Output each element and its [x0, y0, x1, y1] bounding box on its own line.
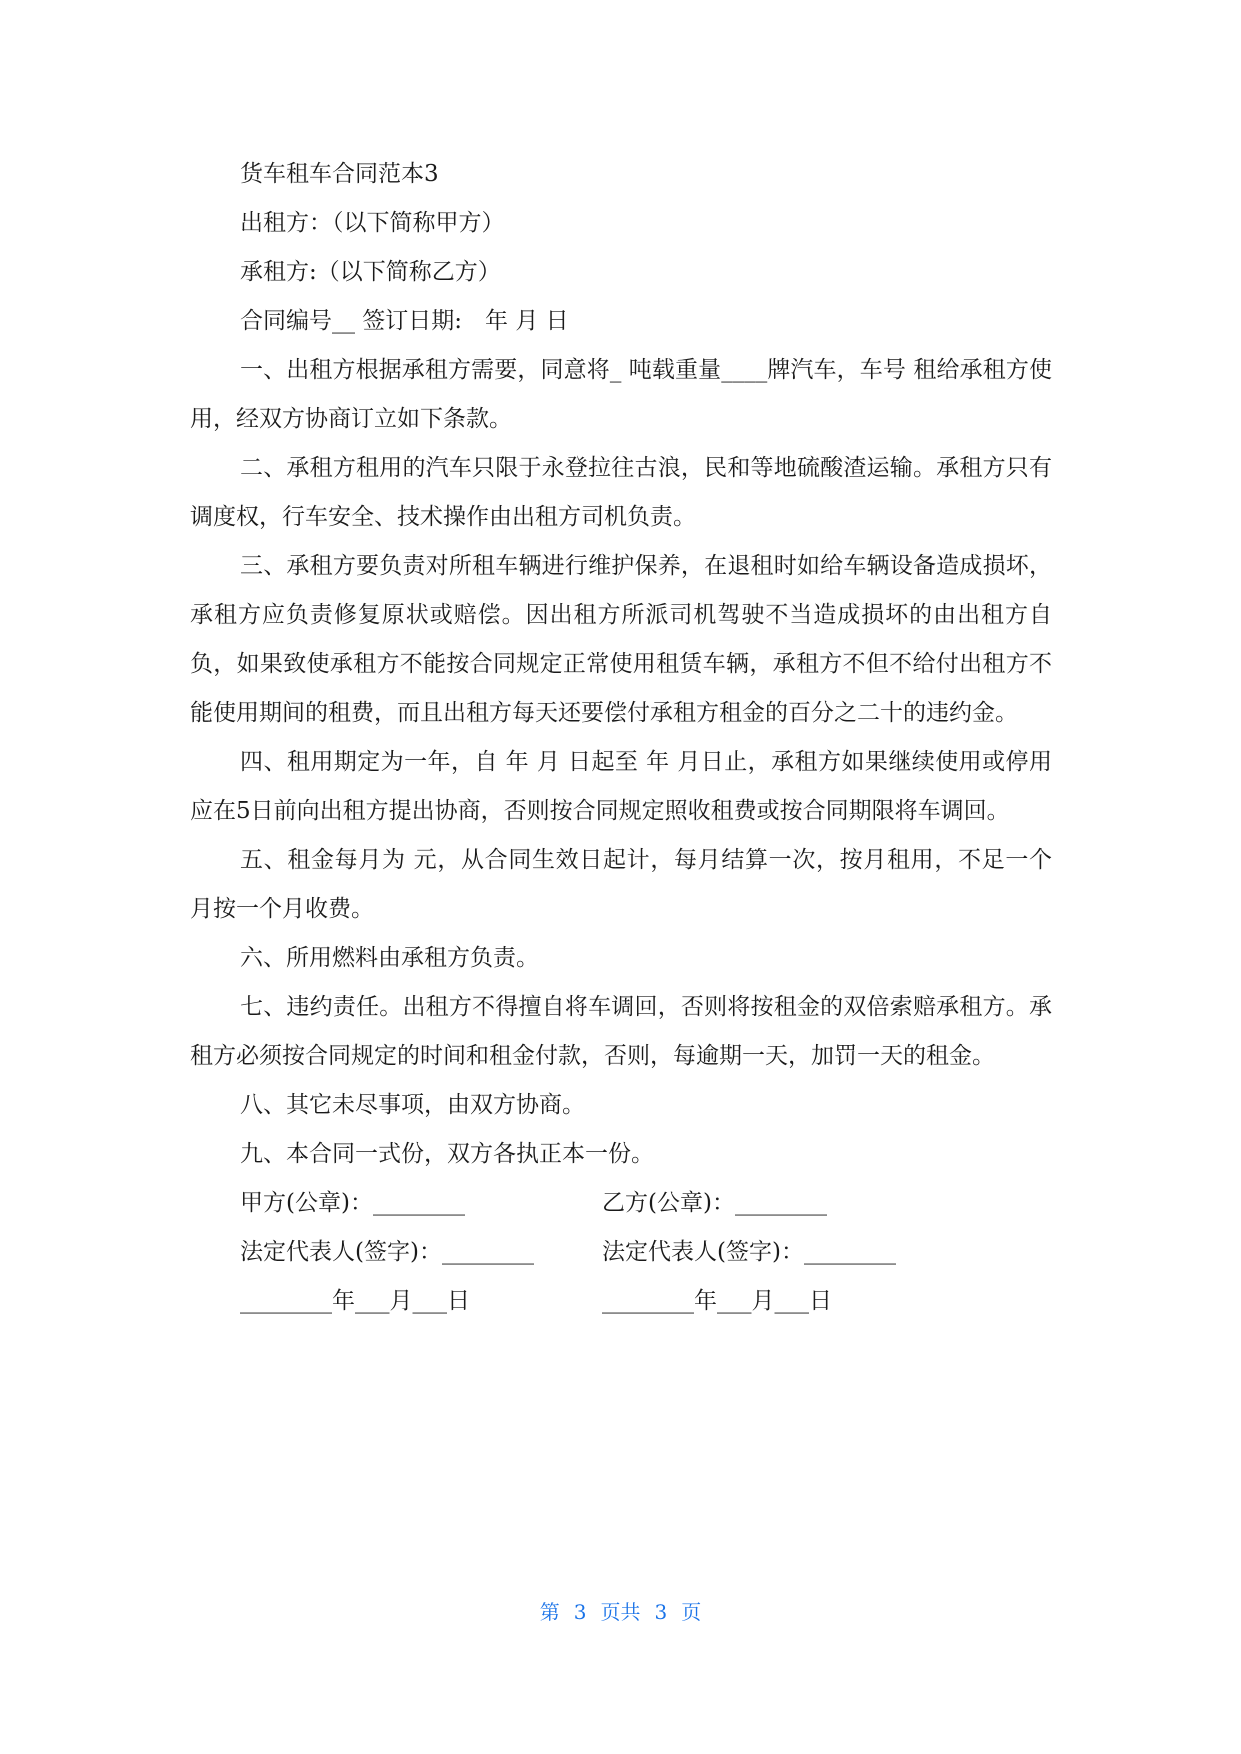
clause-8: 八、其它未尽事项，由双方协商。 — [240, 1092, 585, 1118]
party-b-seal: 乙方(公章)：________ — [602, 1190, 827, 1216]
clause-7: 七、违约责任。出租方不得擅自将车调回，否则将按租金的双倍索赔承租方。承租方必须按合同规定的时间和租金付款，否则，每逾期一天，加罚一天的租金。 — [190, 994, 1052, 1069]
footer-mid: 页共 — [600, 1600, 641, 1624]
clause-6: 六、所用燃料由承租方负责。 — [240, 945, 539, 971]
party-a-seal: 甲方(公章)：________ — [240, 1190, 465, 1216]
clause-5: 五、租金每月为 元，从合同生效日起计，每月结算一次，按月租用，不足一个月按一个月收费。 — [190, 847, 1052, 922]
footer-prefix: 第 — [539, 1600, 560, 1624]
party-a-date: ________年___月___日 — [240, 1288, 470, 1314]
document-title: 货车租车合同范本3 — [240, 161, 439, 187]
signature-row-date — [190, 1277, 1052, 1326]
document-body — [190, 150, 1052, 1326]
lessor-line: 出租方：（以下简称甲方） — [240, 210, 505, 236]
clause-3: 三、承租方要负责对所租车辆进行维护保养，在退租时如给车辆设备造成损坏，承租方应负责修复原状或赔偿。因出租方所派司机驾驶不当造成损坏的由出租方自负，如果致使承租方不能按合同规定正常使用租赁车辆，承租方不但不给付出租方不能使用期间的租费，而且出租方每天还要偿付承租方租金的百分之二十的违约金。 — [190, 553, 1052, 726]
clause-1: 一、出租方根据承租方需要，同意将_ 吨载重量____牌汽车，车号 租给承租方使用，经双方协商订立如下条款。 — [190, 357, 1052, 432]
clause-4: 四、租用期定为一年，自 年 月 日起至 年 月日止，承租方如果继续使用或停用应在5日前向出租方提出协商，否则按合同规定照收租费或按合同期限将车调回。 — [190, 749, 1052, 824]
footer-total-pages: 3 — [654, 1600, 668, 1624]
page-footer — [0, 1596, 1241, 1625]
party-b-representative: 法定代表人(签字)：________ — [602, 1239, 896, 1265]
clause-9: 九、本合同一式份，双方各执正本一份。 — [240, 1141, 654, 1167]
signature-row-seal — [190, 1179, 1052, 1228]
footer-current-page: 3 — [573, 1600, 587, 1624]
party-a-representative: 法定代表人(签字)：________ — [240, 1239, 534, 1265]
contract-number-line: 合同编号__ 签订日期: 年 月 日 — [240, 308, 569, 334]
lessee-line: 承租方:（以下简称乙方） — [240, 259, 501, 285]
footer-suffix: 页 — [681, 1600, 702, 1624]
party-b-date: ________年___月___日 — [602, 1288, 832, 1314]
signature-row-representative — [190, 1228, 1052, 1277]
clause-2: 二、承租方租用的汽车只限于永登拉往古浪，民和等地硫酸渣运输。承租方只有调度权，行车安全、技术操作由出租方司机负责。 — [190, 455, 1052, 530]
